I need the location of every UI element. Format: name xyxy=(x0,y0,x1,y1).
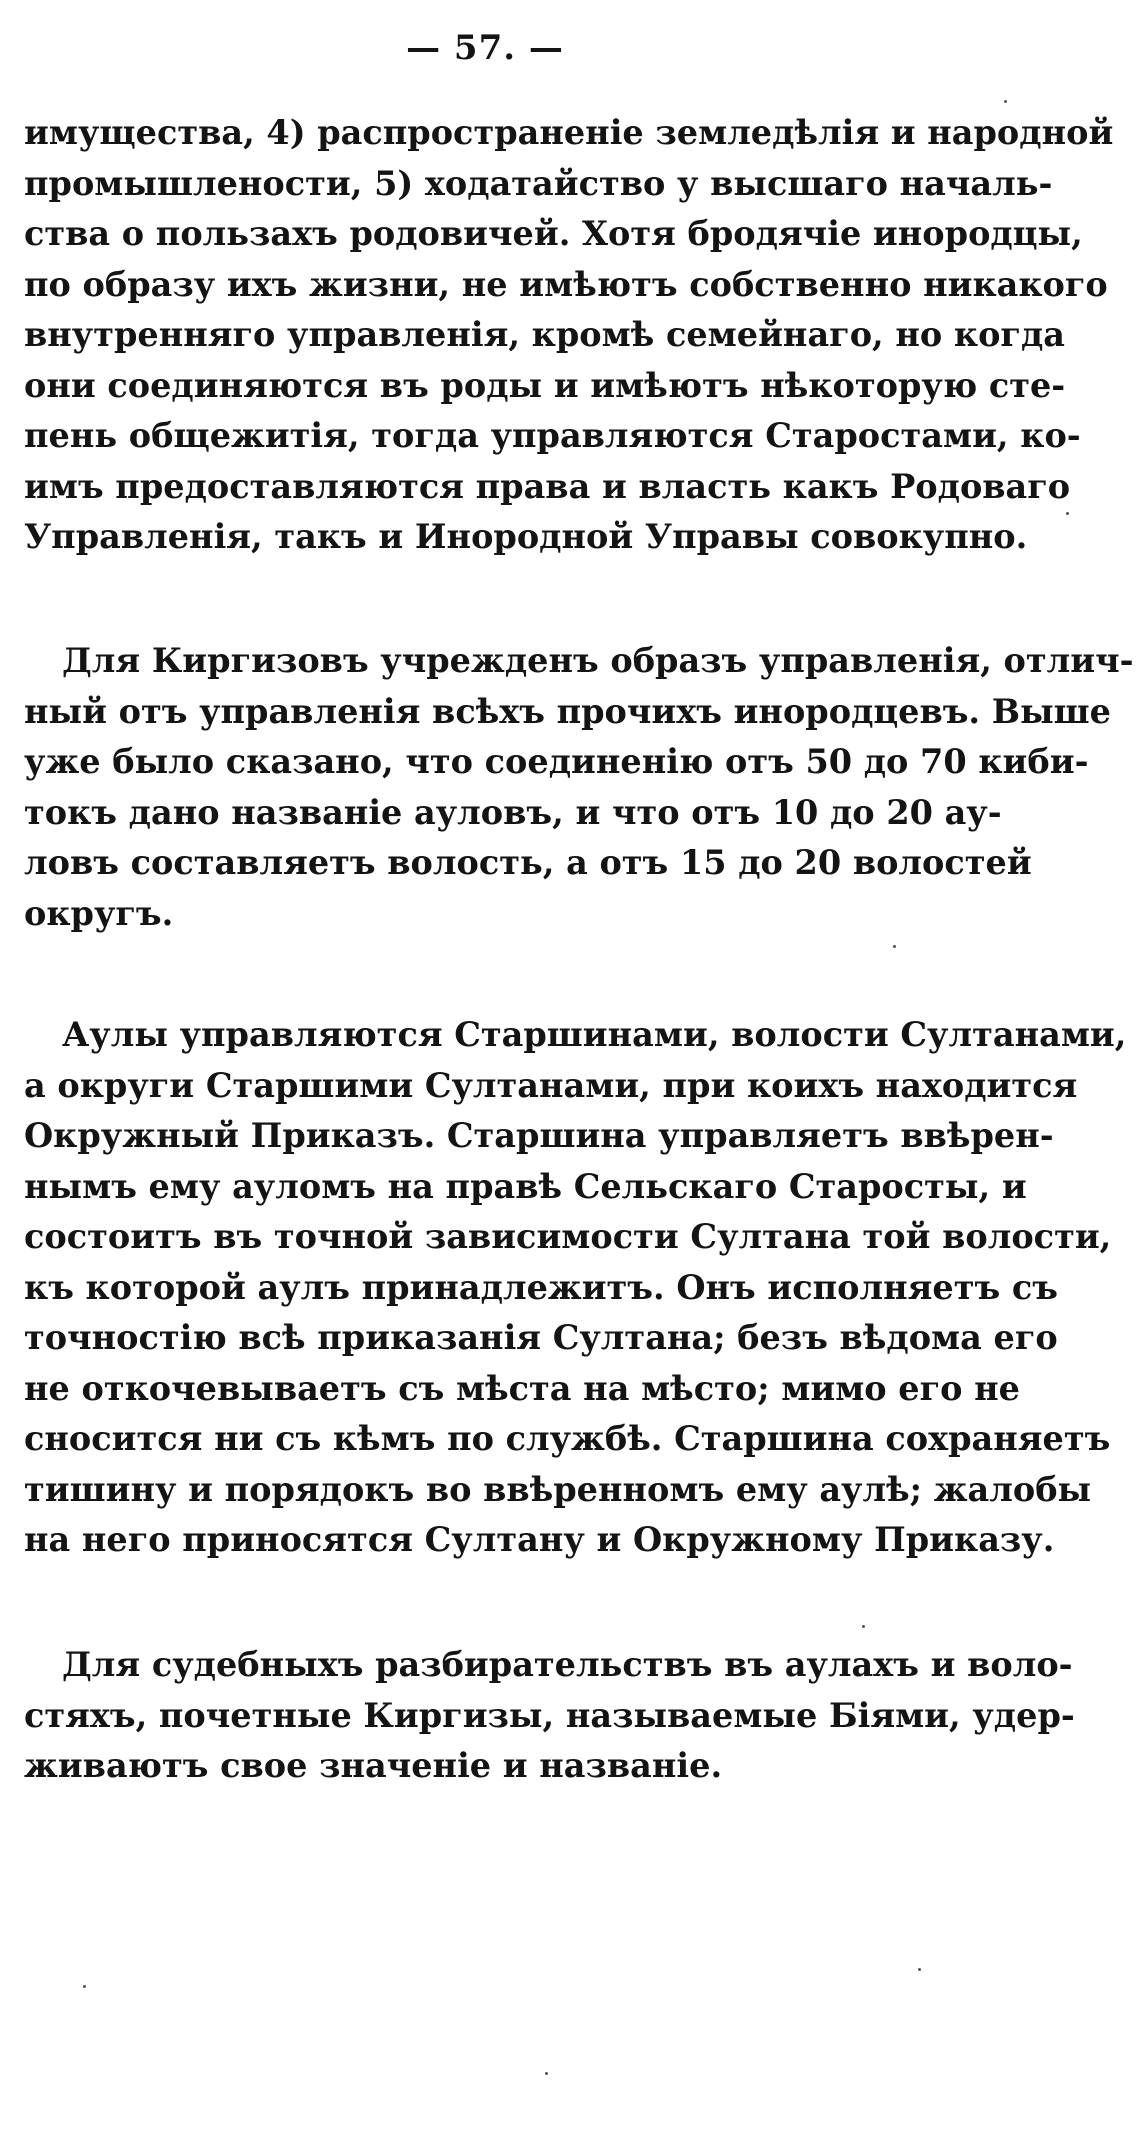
text-line: токъ дано названіе ауловъ, и что отъ 10 до 20 ау- xyxy=(24,792,1002,832)
text-line: Для Киргизовъ учрежденъ образъ управленія, отлич- xyxy=(62,641,1134,680)
scan-speck xyxy=(1004,100,1007,103)
text-line: тишину и порядокъ во ввѣренномъ ему аулѣ; жалобы xyxy=(24,1469,1092,1509)
text-line: имущества, 4) распространеніе земледѣлія и народной xyxy=(24,113,1114,152)
text-line: Окружный Приказъ. Старшина управляетъ ввѣрен- xyxy=(24,1116,1054,1155)
text-line: округъ. xyxy=(24,893,174,933)
scan-speck xyxy=(918,1968,921,1971)
text-line: живаютъ свое значеніе и названіе. xyxy=(24,1746,723,1785)
text-line: нымъ ему ауломъ на правѣ Сельскаго Старосты, и xyxy=(24,1166,1027,1206)
text-line: промышлености, 5) ходатайство у высшаго началь- xyxy=(24,163,1053,203)
paragraph-3 xyxy=(24,1010,1127,1566)
text-line: по образу ихъ жизни, не имѣютъ собственно никакого xyxy=(24,264,1108,304)
text-line: Для судебныхъ разбирательствъ въ аулахъ и воло- xyxy=(62,1645,1073,1684)
text-line: они соединяются въ роды и имѣютъ нѣкоторую сте- xyxy=(24,365,1066,405)
paragraph-2 xyxy=(24,636,1134,939)
text-line: а округи Старшими Султанами, при коихъ находится xyxy=(24,1065,1078,1105)
text-line: Управленія, такъ и Инородной Управы совокупно. xyxy=(24,517,1028,556)
scan-speck xyxy=(893,945,896,948)
text-line: состоитъ въ точной зависимости Султана той волости, xyxy=(24,1217,1112,1256)
scan-speck xyxy=(545,2072,548,2075)
text-line: Аулы управляются Старшинами, волости Султанами, xyxy=(62,1015,1127,1054)
text-line: ства о пользахъ родовичей. Хотя бродячіе инородцы, xyxy=(24,214,1083,253)
text-line: на него приносятся Султану и Окружному Приказу. xyxy=(24,1520,1055,1559)
text-line: ный отъ управленія всѣхъ прочихъ инородцевъ. Выше xyxy=(24,691,1111,731)
text-line: внутренняго управленія, кромѣ семейнаго, но когда xyxy=(24,315,1065,354)
page-number: — 57. — xyxy=(406,28,564,68)
text-line: сносится ни съ кѣмъ по службѣ. Старшина сохраняетъ xyxy=(24,1419,1111,1458)
scan-speck xyxy=(83,1985,86,1988)
text-line: стяхъ, почетные Киргизы, называемые Біями, удер- xyxy=(24,1695,1075,1735)
paragraph-1 xyxy=(24,108,1114,563)
text-line: не откочевываетъ съ мѣста на мѣсто; мимо его не xyxy=(24,1368,1020,1408)
text-line: пень общежитія, тогда управляются Старостами, ко- xyxy=(24,416,1081,455)
paragraph-4 xyxy=(24,1640,1075,1792)
text-line: уже было сказано, что соединенію отъ 50 до 70 киби- xyxy=(24,742,1089,781)
text-line: къ которой аулъ принадлежитъ. Онъ исполняетъ съ xyxy=(24,1267,1058,1307)
text-line: ловъ составляетъ волость, а отъ 15 до 20 волостей xyxy=(24,843,1032,882)
text-line: имъ предоставляются права и власть какъ Родоваго xyxy=(24,466,1071,506)
scan-speck xyxy=(862,1625,865,1628)
text-line: точностію всѣ приказанія Султана; безъ вѣдома его xyxy=(24,1318,1058,1357)
scan-speck xyxy=(1066,512,1069,515)
